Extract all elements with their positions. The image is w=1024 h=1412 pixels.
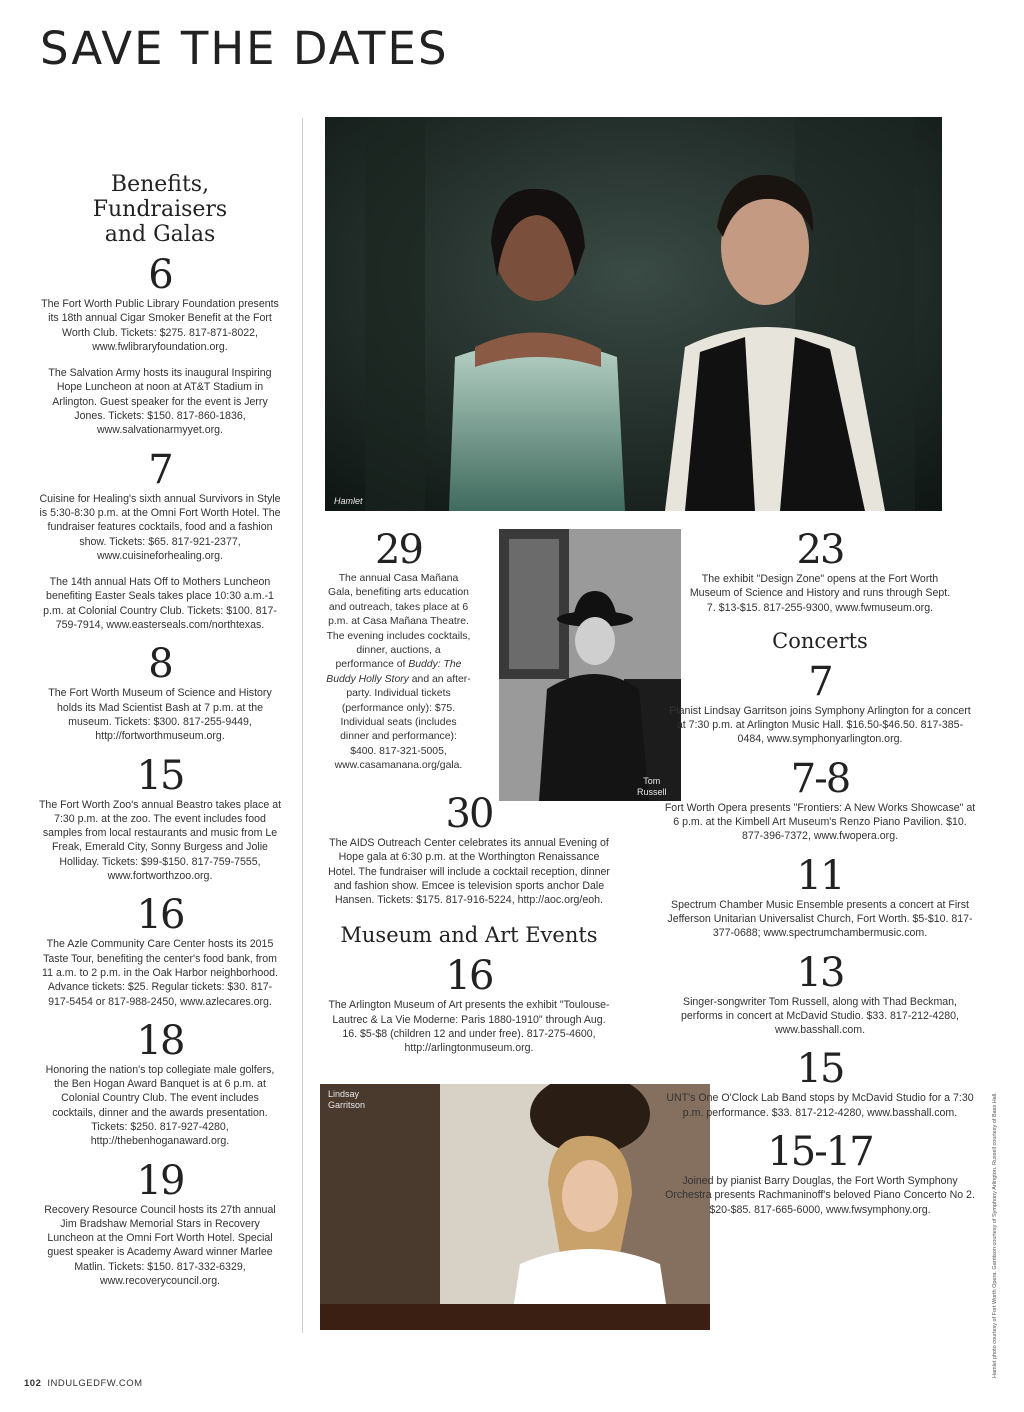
right-column [664, 527, 976, 1229]
day-number: 6 [148, 252, 172, 298]
day-number: 7 [148, 446, 172, 493]
event-text: The Salvation Army hosts its inaugural Inspiring Hope Luncheon at noon at AT&T Stadium in Arlington. Guest speaker for the event is Jerry Jones. Tickets: $150. 817-860-1836, www.salvationarmyyet.org. [48, 367, 272, 437]
event-text: The Fort Worth Public Library Foundation presents its 18th annual Cigar Smoker Benefit at the Fort Worth Club. Tickets: $275. 817-871-8022, www.fwlibraryfoundation.org. [41, 298, 279, 353]
day-number: 23 [796, 527, 844, 573]
event-text: Pianist Lindsay Garritson joins Symphony Arlington for a concert at 7:30 p.m. at Arlington Music Hall. $16.50-$46.50. 817-385-0484, www.symphonyarlington.org. [669, 704, 971, 746]
hamlet-photo [325, 117, 942, 511]
day-number: 19 [136, 1157, 184, 1204]
event-text: The exhibit "Design Zone" opens at the Fort Worth Museum of Science and History and runs through Sept. 7. $13-$15. 817-255-9300, www.fwmuseum.org. [689, 573, 951, 614]
day-number: 15-17 [767, 1129, 873, 1176]
benefits-heading: Benefits, Fundraisers and Galas [92, 172, 228, 247]
site-name: INDULGEDFW.COM [47, 1378, 143, 1389]
tom-russell-caption: Tom Russell [637, 776, 667, 797]
benefits-column [38, 172, 282, 1300]
day-number: 15 [796, 1046, 844, 1093]
event-text: Fort Worth Opera presents "Frontiers: A New Works Showcase" at 6 p.m. at the Kimbell Art Museum's Renzo Piano Pavilion. $10. 877-396-7372, www.fwopera.org. [664, 801, 976, 843]
day-number: 18 [136, 1017, 184, 1064]
day-number: 8 [148, 641, 172, 688]
photo-credit: Hamlet photo courtesy of Fort Worth Opera. Garritson courtesy of Symphony Arlington. Russell courtesy of Bass Hall. [992, 1092, 998, 1378]
page-footer [24, 1378, 143, 1389]
page-number: 102 [24, 1378, 42, 1389]
event-text: The 14th annual Hats Off to Mothers Luncheon benefiting Easter Seals takes place 10:30 a.m.-1 p.m. at Colonial Country Club. Tickets: $100. 817-759-7914, www.easterseals.com/northtexas. [43, 576, 277, 632]
day-number: 16 [445, 953, 493, 1000]
event-text: UNT's One O'Clock Lab Band stops by McDavid Studio for a 7:30 p.m. performance. $33. 817-212-4280, www.basshall.com. [666, 1092, 974, 1119]
event-text: Singer-songwriter Tom Russell, along with Thad Beckman, performs in concert at McDavid Studio. $33. 817-212-4280, www.basshall.com. [681, 995, 959, 1037]
event-text: Honoring the nation's top collegiate male golfers, the Ben Hogan Award Banquet is at 6 p.m. at Colonial Country Club. The event includes cocktails, dinner and the awards presentation. Tickets: $250. 817-927-4280, http://thebenhoganaward.org. [45, 1063, 275, 1148]
hamlet-caption: Hamlet [334, 496, 363, 506]
page-title: SAVE THE DATES [40, 22, 449, 75]
event-text: Recovery Resource Council hosts its 27th annual Jim Bradshaw Memorial Stars in Recovery Luncheon at the Omni Fort Worth Hotel. Special guest speaker is Academy Award winner Marlee Matlin. Tickets: $150. 817-332-6329, www.recoverycouncil.org. [44, 1203, 276, 1288]
day-number: 7-8 [790, 755, 850, 802]
event-text: The Arlington Museum of Art presents the exhibit "Toulouse-Lautrec & La Vie Moderne: Paris 1880-1910" through Aug. 16. $5-$8 (children 12 and under free). 817-275-4600, http://arlingtonmuseum.org. [328, 999, 610, 1055]
event-text: Cuisine for Healing's sixth annual Survivors in Style is 5:30-8:30 p.m. at the Omni Fort Worth Hotel. The fundraiser features cocktails, food and a fashion show. Tickets: $65. 817-921-2377, www.cuisineforhealing.org. [39, 492, 281, 562]
event-30 [324, 791, 614, 1068]
day-number: 11 [796, 852, 844, 899]
event-text: The Fort Worth Museum of Science and History holds its Mad Scientist Bash at 7 p.m. at the museum. Tickets: $300. 817-255-9449, http://fortworthmuseum.org. [48, 687, 272, 743]
lindsay-garritson-photo [320, 1084, 710, 1330]
day-number: 29 [375, 527, 422, 573]
tom-russell-photo [499, 529, 681, 801]
event-text: The AIDS Outreach Center celebrates its annual Evening of Hope gala at 6:30 p.m. at the Worthington Renaissance Hotel. The fundraiser will include a cocktail reception, dinner and fashion show. Emcee is television sports anchor Dale Hansen. Tickets: $175. 817-916-5224, http://aoc.org/eoh. [328, 837, 610, 907]
day-number: 16 [136, 892, 184, 939]
event-text: The Azle Community Care Center hosts its 2015 Taste Tour, benefiting the center's food bank, from 11 a.m. to 2 p.m. in the Oak Harbor neighborhood. Advance tickets: $25. Regular tickets: $30. 817-917-5454 or 817-988-2450, www.azlecares.org. [42, 938, 278, 1008]
event-text: The annual Casa Mañana Gala, benefiting arts education and outreach, takes place at 6 p.m. at Casa Mañana Theatre. The evening includes cocktails, dinner, auctions, a performance of Buddy: The Buddy Holly Story and an after-party. Individual tickets (performance only): $75. Individual seats (includes dinner and performance): $400. 817-321-5005, www.casamanana.org/gala. [326, 573, 471, 772]
day-number: 30 [445, 791, 493, 837]
day-number: 7 [808, 658, 832, 705]
column-divider [302, 118, 303, 1333]
event-text: Spectrum Chamber Music Ensemble presents a concert at First Jefferson Unitarian Universalist Church, Fort Worth. $5-$10. 817-377-0688; www.spectrumchambermusic.com. [667, 898, 973, 940]
day-number: 15 [136, 752, 184, 799]
event-text: The Fort Worth Zoo's annual Beastro takes place at 7:30 p.m. at the zoo. The event includes food samples from local restaurants and music from Le Freak, Emerald City, Sonny Burgess and Jolie Holliday. Tickets: $99-$150. 817-759-7555, www.fortworthzoo.org. [38, 798, 282, 883]
event-29 [326, 527, 471, 786]
lindsay-garritson-caption: Lindsay Garritson [328, 1089, 366, 1110]
museum-heading: Museum and Art Events [340, 923, 598, 948]
day-number: 13 [796, 949, 844, 996]
event-text: Joined by pianist Barry Douglas, the Fort Worth Symphony Orchestra presents Rachmaninoff's beloved Piano Concerto No 2. $20-$85. 817-665-6000, www.fwsymphony.org. [665, 1175, 975, 1216]
concerts-heading: Concerts [772, 628, 868, 653]
